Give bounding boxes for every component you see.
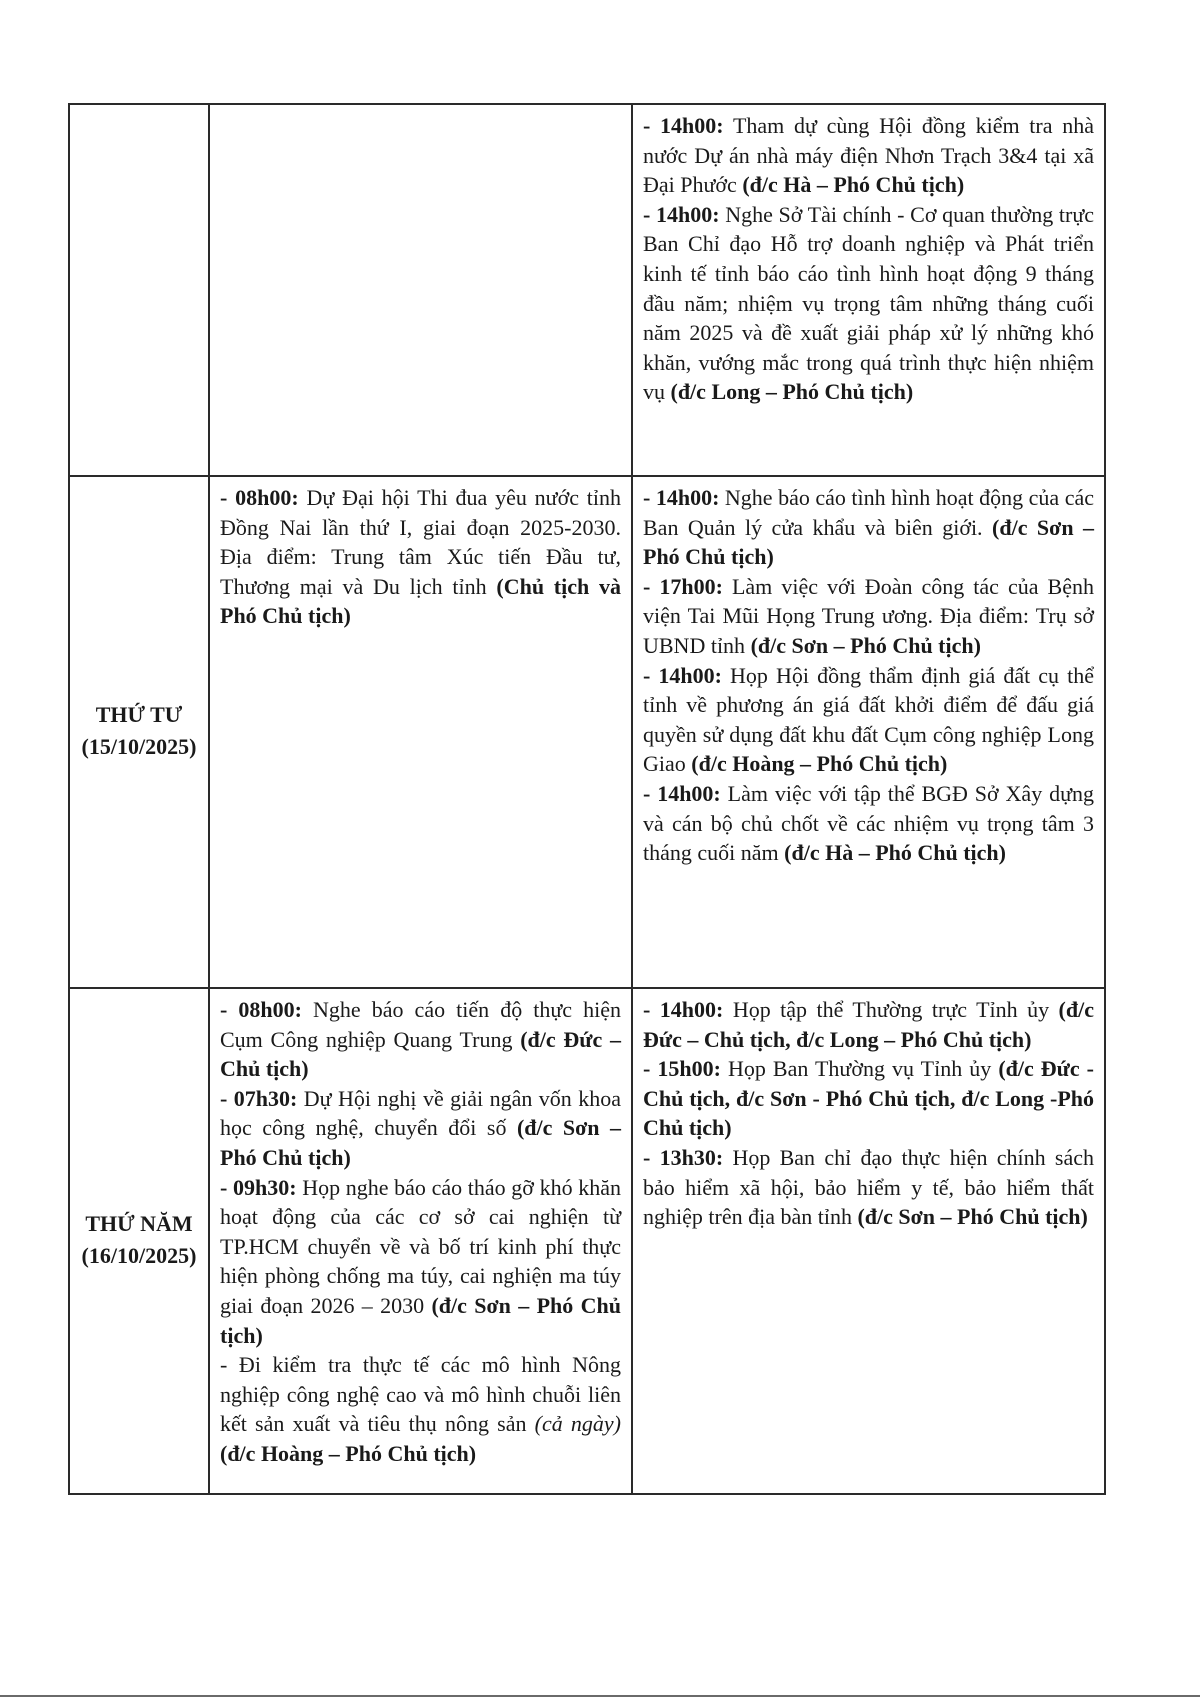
morning-cell	[209, 476, 632, 988]
entry-person: (đ/c Đức - Chủ tịch, đ/c Sơn - Phó Chủ tịch, đ/c Long -Phó Chủ tịch)	[643, 1056, 1095, 1141]
schedule-entry	[643, 779, 1094, 868]
schedule-table	[68, 103, 1106, 1495]
entry-time: - 17h00:	[643, 573, 723, 599]
page-bottom-edge	[0, 1695, 1200, 1697]
day-cell	[69, 476, 209, 988]
schedule-entry	[643, 111, 1094, 200]
afternoon-cell	[632, 104, 1105, 476]
schedule-entry	[643, 1054, 1094, 1143]
day-date: (16/10/2025)	[81, 1243, 197, 1268]
entry-text: Họp nghe báo cáo tháo gỡ khó khăn hoạt động của các cơ sở cai nghiện từ TP.HCM chuyển về và bố trí kinh phí thực hiện phòng chống ma túy, cai nghiện ma túy giai đoạn 2026 – 2030	[220, 1174, 621, 1318]
table-row	[69, 988, 1105, 1494]
entry-text: Nghe báo cáo tình hình hoạt động của các Ban Quản lý cửa khẩu và biên giới.	[643, 485, 1095, 540]
entry-text: Họp Ban chỉ đạo thực hiện chính sách bảo hiểm xã hội, bảo hiểm y tế, bảo hiểm thất nghiệp trên địa bàn tỉnh	[643, 1144, 1094, 1230]
schedule-entry	[643, 1143, 1094, 1232]
table-row	[69, 104, 1105, 476]
entry-time: - 14h00:	[643, 780, 721, 806]
entry-note: (cả ngày)	[534, 1411, 621, 1437]
entry-text: Dự Đại hội Thi đua yêu nước tỉnh Đồng Nai lần thứ I, giai đoạn 2025-2030. Địa điểm: Trung tâm Xúc tiến Đầu tư, Thương mại và Du lịch tỉnh	[220, 485, 621, 599]
day-name: THỨ TƯ	[95, 702, 183, 727]
schedule-entry	[643, 200, 1094, 407]
entry-person: (đ/c Long – Phó Chủ tịch)	[670, 379, 914, 405]
entry-time: - 08h00:	[220, 997, 302, 1022]
afternoon-cell	[632, 476, 1105, 988]
entry-person: (đ/c Sơn – Phó Chủ tịch)	[857, 1204, 1088, 1230]
entry-text: Làm việc với tập thể BGĐ Sở Xây dựng và cán bộ chủ chốt về các nhiệm vụ trọng tâm 3 tháng cuối năm	[643, 780, 1094, 866]
schedule-entry	[643, 572, 1094, 661]
entry-time: - 08h00:	[220, 485, 299, 510]
entry-person: (đ/c Sơn – Phó Chủ tịch)	[643, 514, 1095, 570]
entry-time: - 09h30:	[220, 1174, 297, 1200]
entry-person: (đ/c Sơn – Phó Chủ tịch)	[220, 1292, 621, 1348]
entry-person: (đ/c Sơn – Phó Chủ tịch)	[750, 632, 981, 658]
entry-text: Họp tập thể Thường trực Tỉnh ủy	[723, 997, 1059, 1022]
schedule-entry	[643, 995, 1094, 1054]
entry-text: - Đi kiểm tra thực tế các mô hình Nông nghiệp công nghệ cao và mô hình chuỗi liên kết sản xuất và tiêu thụ nông sản	[220, 1352, 621, 1437]
schedule-entry	[220, 1173, 621, 1351]
entry-time: - 14h00:	[643, 485, 720, 510]
entry-time: - 07h30:	[220, 1085, 298, 1111]
schedule-entry	[220, 483, 621, 631]
entry-person: (đ/c Sơn – Phó Chủ tịch)	[220, 1115, 622, 1170]
day-cell	[69, 988, 209, 1494]
entry-person: (đ/c Hoàng – Phó Chủ tịch)	[691, 751, 948, 777]
afternoon-cell	[632, 988, 1105, 1494]
entry-text: Họp Hội đồng thẩm định giá đất cụ thể tỉnh về phương án giá đất khởi điểm để đấu giá quyền sử dụng đất khu đất Cụm công nghiệp Long Giao	[643, 662, 1095, 777]
schedule-entry	[220, 995, 621, 1084]
entry-person: (đ/c Hoàng – Phó Chủ tịch)	[220, 1440, 477, 1466]
entry-time: - 14h00:	[643, 662, 722, 688]
day-date: (15/10/2025)	[81, 734, 197, 759]
day-cell	[69, 104, 209, 476]
schedule-entry	[220, 1350, 621, 1468]
entry-person: (đ/c Đức – Chủ tịch, đ/c Long – Phó Chủ tịch)	[643, 997, 1094, 1052]
entry-time: - 13h30:	[643, 1144, 724, 1170]
morning-cell	[209, 988, 632, 1494]
schedule-entry	[643, 483, 1094, 572]
entry-person: (đ/c Hà – Phó Chủ tịch)	[742, 172, 965, 198]
schedule-entry	[643, 661, 1094, 779]
morning-cell	[209, 104, 632, 476]
entry-person: (đ/c Hà – Phó Chủ tịch)	[784, 840, 1006, 866]
entry-person: (đ/c Đức – Chủ tịch)	[220, 1026, 621, 1082]
entry-text: Làm việc với Đoàn công tác của Bệnh viện Tai Mũi Họng Trung ương. Địa điểm: Trụ sở UBND tỉnh	[643, 573, 1095, 658]
schedule-entry	[220, 1084, 621, 1173]
entry-text: Nghe báo cáo tiến độ thực hiện Cụm Công nghiệp Quang Trung	[220, 997, 621, 1052]
entry-text: Dự Hội nghị về giải ngân vốn khoa học công nghệ, chuyển đổi số	[220, 1085, 621, 1141]
entry-text: Tham dự cùng Hội đồng kiểm tra nhà nước Dự án nhà máy điện Nhơn Trạch 3&4 tại xã Đại Phước	[643, 113, 1094, 198]
entry-time: - 14h00:	[643, 201, 720, 227]
entry-text: Họp Ban Thường vụ Tỉnh ủy	[720, 1056, 999, 1082]
table-row	[69, 476, 1105, 988]
entry-time: - 14h00:	[643, 113, 724, 138]
entry-time: - 14h00:	[643, 997, 724, 1022]
entry-time: - 15h00:	[643, 1056, 721, 1082]
entry-text: Nghe Sở Tài chính - Cơ quan thường trực Ban Chỉ đạo Hỗ trợ doanh nghiệp và Phát triển kinh tế tỉnh báo cáo tình hình hoạt động 9 tháng đầu năm; nhiệm vụ trọng tâm những tháng cuối năm 2025 và đề xuất giải pháp xử lý những khó khăn, vướng mắc trong quá trình thực hiện nhiệm vụ	[643, 201, 1095, 405]
day-name: THỨ NĂM	[85, 1211, 193, 1236]
entry-person: (Chủ tịch và Phó Chủ tịch)	[220, 573, 622, 629]
